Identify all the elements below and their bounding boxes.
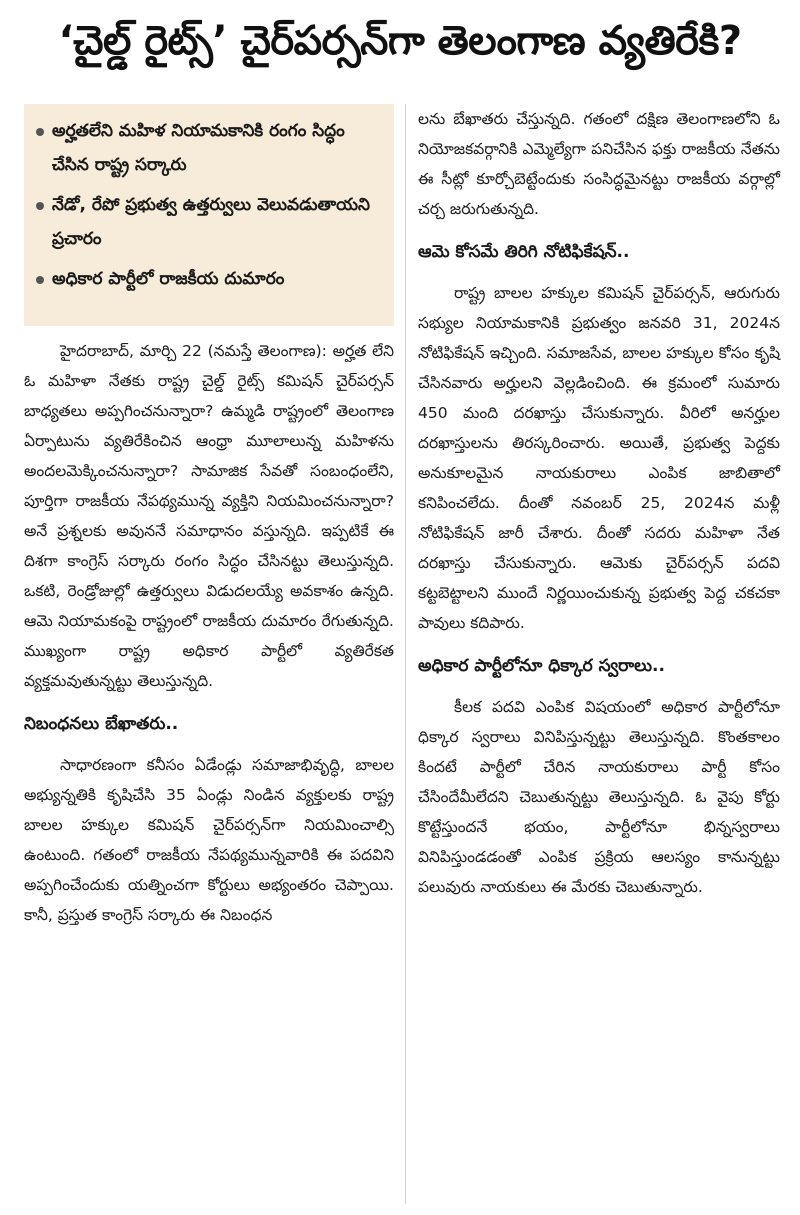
bullet-icon	[36, 276, 44, 284]
section-subheading: నిబంధనలు బేఖాతరు..	[24, 714, 179, 734]
bullet-icon	[36, 202, 44, 210]
article-paragraph: హైదరాబాద్, మార్చి 22 (నమస్తే తెలంగాణ): అర్హత లేని ఓ మహిళా నేతకు రాష్ట్ర చైల్డ్ రైట్స్ కమిషన్ చైర్‌పర్సన్ బాధ్యతలు అప్పగించనున్నారా? ఉమ్మడి రాష్ట్రంలో తెలంగాణ ఏర్పాటును వ్యతిరేకించిన ఆంధ్రా మూలాలున్న మహిళను అందలమెక్కించనున్నారా? సామాజిక సేవతో సంబంధంలేని, పూర్తిగా రాజకీయ నేపథ్యమున్న వ్యక్తిని నియమించనున్నారా? అనే ప్రశ్నలకు అవుననే సమాధానం వస్తున్నది. ఇప్పటికే ఈ దిశగా కాంగ్రెస్ సర్కారు రంగం సిద్ధం చేసినట్టు తెలుస్తున్నది. ఒకటి, రెండ్రోజుల్లో ఉత్తర్వులు విడుదలయ్యే అవకాశం ఉన్నది. ఆమె నియామకంపై రాష్ట్రంలో రాజకీయ దుమారం రేగుతున్నది. ముఖ్యంగా రాష్ట్ర అధికార పార్టీలో వ్యతిరేకత వ్యక్తమవుతున్నట్టు తెలుస్తున్నది.	[24, 342, 394, 690]
headline: ‘చైల్డ్ రైట్స్’ చైర్‌పర్సన్‌గా తెలంగాణ వ్యతిరేకి?	[58, 18, 742, 64]
section-subheading: ఆమె కోసమే తిరిగి నోటిఫికేషన్..	[418, 242, 630, 262]
article-paragraph: సాధారణంగా కనీసం ఏడేండ్లు సమాజాభివృద్ధి, బాలల అభ్యున్నతికి కృషిచేసి 35 ఏండ్లు నిండిన వ్యక్తులకు రాష్ట్ర బాలల హక్కుల కమిషన్ చైర్‌పర్సన్‌గా నియమించాల్సి ఉంటుంది. గతంలో రాజకీయ నేపథ్యమున్నవారికి ఈ పదవిని అప్పగించేందుకు యత్నించగా కోర్టులు అభ్యంతరం చెప్పాయి. కానీ, ప్రస్తుత కాంగ్రెస్ సర్కారు ఈ నిబంధన	[24, 756, 394, 924]
highlight-text: అర్హతలేని మహిళ నియామకానికి రంగం సిద్ధం చేసిన రాష్ట్ర సర్కారు	[52, 121, 345, 175]
left-column	[24, 104, 394, 940]
highlights-box	[24, 104, 394, 326]
right-column	[418, 104, 780, 912]
article-paragraph: రాష్ట్ర బాలల హక్కుల కమిషన్ చైర్‌పర్సన్, ఆరుగురు సభ్యుల నియామకానికి ప్రభుత్వం జనవరి 31, 2024న నోటిఫికేషన్ ఇచ్చింది. సమాజసేవ, బాలల హక్కుల కోసం కృషి చేసినవారు అర్హులని వెల్లడించింది. ఈ క్రమంలో సుమారు 450 మంది దరఖాస్తు చేసుకున్నారు. వీరిలో అనర్హుల దరఖాస్తులను తిరస్కరించారు. అయితే, ప్రభుత్వ పెద్దకు అనుకూలమైన నాయకురాలు ఎంపిక జాబితాలో కనిపించలేదు. దీంతో నవంబర్ 25, 2024న మళ్లీ నోటిఫికేషన్ జారీ చేశారు. దీంతో సదరు మహిళా నేత దరఖాస్తు చేసుకున్నారు. ఆమెకు చైర్‌పర్సన్ పదవి కట్టబెట్టాలని ముందే నిర్ణయించుకున్న ప్రభుత్వ పెద్ద చకచకా పావులు కదిపారు.	[418, 284, 780, 632]
article-paragraph: లను బేఖాతరు చేస్తున్నది. గతంలో దక్షిణ తెలంగాణలోని ఓ నియోజకవర్గానికి ఎమ్మెల్యేగా పనిచేసిన ఫక్తు రాజకీయ నేతను ఈ సీట్లో కూర్చోబెట్టేందుకు సంసిద్ధమైనట్టు రాజకీయ వర్గాల్లో చర్చ జరుగుతున్నది.	[418, 110, 780, 218]
article-paragraph: కీలక పదవి ఎంపిక విషయంలో అధికార పార్టీలోనూ ధిక్కార స్వరాలు వినిపిస్తున్నట్టు తెలుస్తున్నది. కొంతకాలం కిందటే పార్టీలో చేరిన నాయకురాలు పార్టీ కోసం చేసిందేమీలేదని చెబుతున్నట్టు తెలుస్తున్నది. ఓ వైపు కోర్టు కొట్టేస్తుందనే భయం, పార్టీలోనూ భిన్నస్వరాలు వినిపిస్తుండడంతో ఎంపిక ప్రక్రియ ఆలస్యం కానున్నట్టు పలువురు నాయకులు ఈ మేరకు చెబుతున్నారు.	[418, 698, 780, 896]
column-divider	[405, 104, 406, 1204]
bullet-icon	[36, 128, 44, 136]
highlight-item	[36, 114, 384, 182]
highlight-item	[36, 188, 384, 256]
highlight-text: నేడో, రేపో ప్రభుత్వ ఉత్తర్వులు వెలువడుతాయని ప్రచారం	[52, 195, 370, 249]
section-subheading: అధికార పార్టీలోనూ ధిక్కార స్వరాలు..	[418, 656, 665, 676]
highlight-item	[36, 262, 384, 296]
highlight-text: అధికార పార్టీలో రాజకీయ దుమారం	[52, 269, 285, 289]
